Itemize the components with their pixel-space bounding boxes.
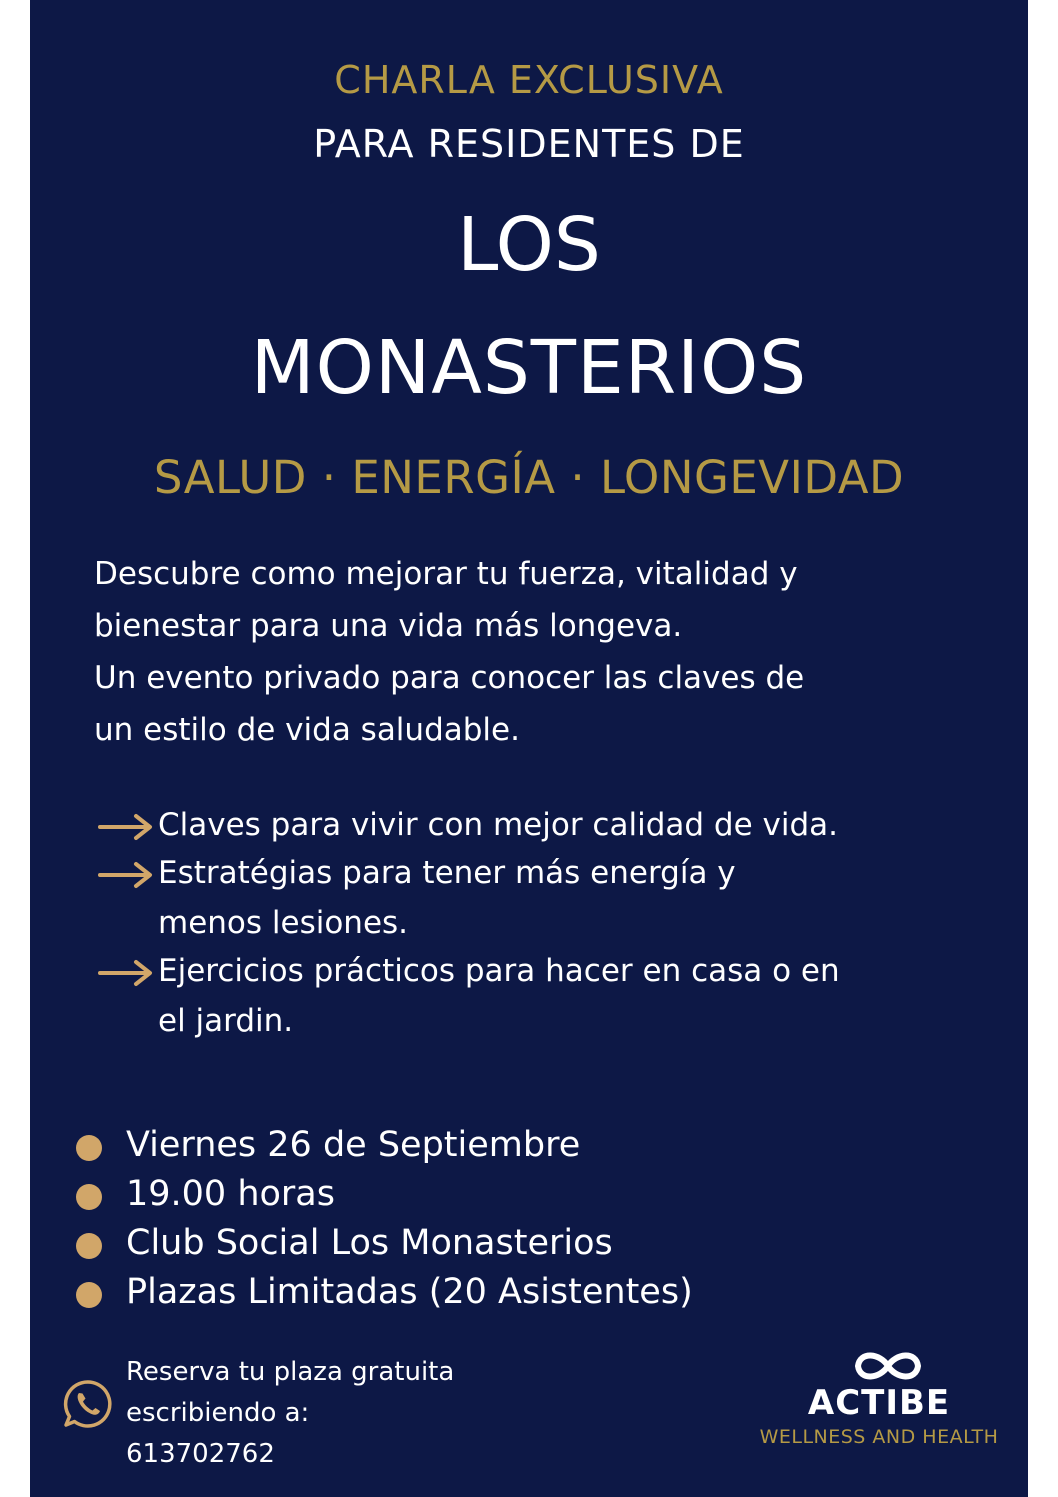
- reservation-line: Reserva tu plaza gratuita: [126, 1357, 455, 1387]
- reservation-line: escribiendo a:: [126, 1398, 310, 1428]
- brand-name: ACTIBE: [807, 1383, 951, 1423]
- detail-text: Club Social Los Monasterios: [126, 1223, 613, 1263]
- benefit-item: [94, 848, 994, 948]
- detail-date: [76, 1120, 976, 1170]
- headline-los: LOS: [457, 202, 601, 288]
- benefit-text: el jardin.: [158, 1003, 294, 1039]
- intro-line: un estilo de vida saludable.: [94, 712, 520, 748]
- bullet-dot-icon: [76, 1282, 102, 1308]
- headline-for-residents: PARA RESIDENTES DE: [313, 122, 745, 166]
- intro-line: bienestar para una vida más longeva.: [94, 608, 683, 644]
- infinity-icon: [848, 1345, 928, 1387]
- benefit-text: menos lesiones.: [158, 905, 409, 941]
- bullet-dot-icon: [76, 1233, 102, 1259]
- bullet-dot-icon: [76, 1184, 102, 1210]
- whatsapp-icon: [62, 1378, 114, 1430]
- benefit-item: [94, 800, 994, 850]
- benefit-item: [94, 946, 994, 1046]
- reservation-phone: 613702762: [126, 1439, 275, 1469]
- headline-exclusive-talk: CHARLA EXCLUSIVA: [334, 58, 724, 102]
- headline-monasterios: MONASTERIOS: [250, 325, 808, 411]
- arrow-right-icon: [98, 812, 154, 842]
- detail-text: Plazas Limitadas (20 Asistentes): [126, 1272, 693, 1312]
- detail-venue: [76, 1218, 976, 1268]
- arrow-right-icon: [98, 958, 154, 988]
- detail-text: Viernes 26 de Septiembre: [126, 1125, 581, 1165]
- intro-line: Un evento privado para conocer las claves de: [94, 660, 805, 696]
- tagline: SALUD · ENERGÍA · LONGEVIDAD: [153, 451, 905, 504]
- arrow-right-icon: [98, 860, 154, 890]
- bullet-dot-icon: [76, 1135, 102, 1161]
- benefit-text: Ejercicios prácticos para hacer en casa o en: [158, 953, 840, 989]
- detail-time: [76, 1169, 976, 1219]
- event-poster: [30, 0, 1028, 1497]
- detail-capacity: [76, 1267, 976, 1317]
- benefit-text: Estratégias para tener más energía y: [158, 855, 736, 891]
- detail-text: 19.00 horas: [126, 1174, 335, 1214]
- intro-line: Descubre como mejorar tu fuerza, vitalidad y: [94, 556, 798, 592]
- brand-subtitle: WELLNESS AND HEALTH: [759, 1426, 999, 1448]
- benefit-text: Claves para vivir con mejor calidad de vida.: [158, 807, 838, 843]
